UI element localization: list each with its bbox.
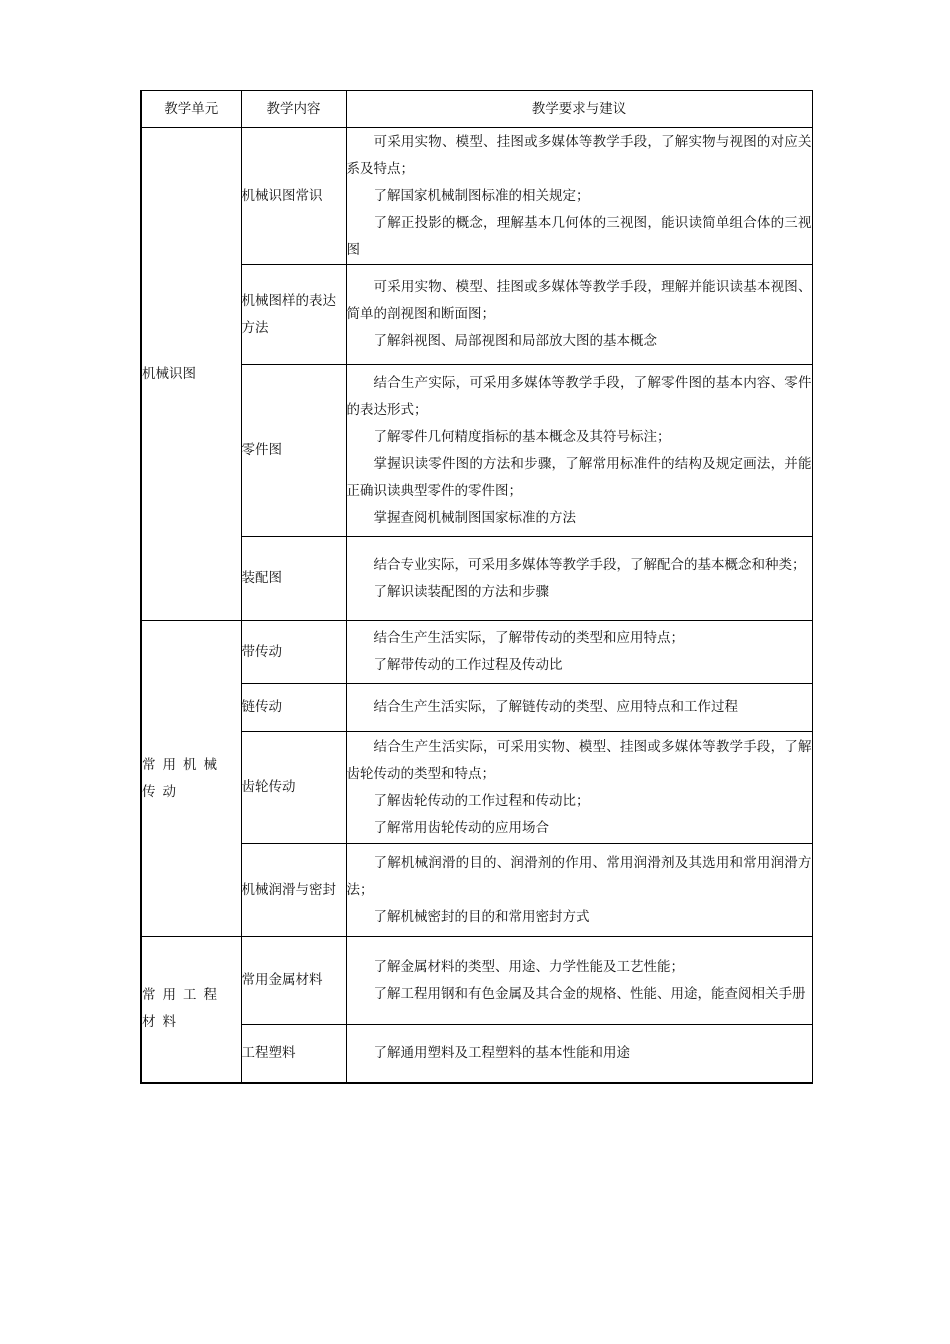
requirements-cell <box>346 937 812 1025</box>
requirement-line: 了解正投影的概念，理解基本几何体的三视图，能识读简单组合体的三视图 <box>346 214 812 258</box>
requirement-line: 了解零件几何精度指标的基本概念及其符号标注； <box>373 428 671 445</box>
requirement-line: 可采用实物、模型、挂图或多媒体等教学手段，了解实物与视图的对应关系及特点； <box>346 133 812 177</box>
requirement-line: 了解齿轮传动的工作过程和传动比； <box>373 792 590 809</box>
requirement-line: 掌握查阅机械制图国家标准的方法 <box>373 509 576 526</box>
requirements-cell <box>346 265 812 365</box>
table-row <box>141 621 812 684</box>
curriculum-table <box>140 90 813 1084</box>
requirements-cell <box>346 365 812 537</box>
table-row <box>141 128 812 265</box>
requirements-cell <box>346 684 812 732</box>
requirement-line: 了解机械润滑的目的、润滑剂的作用、常用润滑剂及其选用和常用润滑方法； <box>346 854 812 898</box>
table-header-row <box>141 91 812 128</box>
requirement-line: 了解通用塑料及工程塑料的基本性能和用途 <box>373 1044 630 1061</box>
requirement-line: 了解国家机械制图标准的相关规定； <box>373 187 590 204</box>
requirement-line: 了解机械密封的目的和常用密封方式 <box>373 908 590 925</box>
requirements-cell <box>346 128 812 265</box>
requirement-line: 了解工程用钢和有色金属及其合金的规格、性能、用途，能查阅相关手册 <box>373 985 806 1002</box>
requirement-line: 结合生产生活实际，可采用实物、模型、挂图或多媒体等教学手段，了解齿轮传动的类型和特点； <box>346 738 812 782</box>
header-content: 教学内容 <box>241 91 346 128</box>
requirements-cell <box>346 844 812 937</box>
header-requirements: 教学要求与建议 <box>346 91 812 128</box>
requirement-line: 结合专业实际，可采用多媒体等教学手段，了解配合的基本概念和种类； <box>373 556 806 573</box>
table-row <box>141 684 812 732</box>
table-row <box>141 732 812 844</box>
requirement-line: 了解常用齿轮传动的应用场合 <box>373 819 549 836</box>
requirement-line: 了解斜视图、局部视图和局部放大图的基本概念 <box>373 333 657 349</box>
requirement-line: 可采用实物、模型、挂图或多媒体等教学手段，理解并能识读基本视图、简单的剖视图和断面图； <box>346 279 812 322</box>
topic-cell: 常用金属材料 <box>241 937 346 1025</box>
topic-cell: 装配图 <box>241 537 346 621</box>
requirement-line: 了解识读装配图的方法和步骤 <box>373 583 549 600</box>
requirement-line: 掌握识读零件图的方法和步骤，了解常用标准件的结构及规定画法，并能正确识读典型零件的零件图； <box>346 455 812 499</box>
topic-cell: 带传动 <box>241 621 346 684</box>
unit-cell: 机械识图 <box>141 128 241 621</box>
table-row <box>141 537 812 621</box>
requirements-cell <box>346 1025 812 1083</box>
topic-cell: 零件图 <box>241 365 346 537</box>
requirements-cell <box>346 621 812 684</box>
requirement-line: 结合生产生活实际，了解链传动的类型、应用特点和工作过程 <box>373 699 738 715</box>
topic-cell: 机械图样的表达方法 <box>241 265 346 365</box>
topic-cell: 机械润滑与密封 <box>241 844 346 937</box>
topic-cell: 工程塑料 <box>241 1025 346 1083</box>
table-row <box>141 1025 812 1083</box>
topic-cell: 机械识图常识 <box>241 128 346 265</box>
table-row <box>141 365 812 537</box>
requirements-cell <box>346 732 812 844</box>
unit-cell: 常用工程材料 <box>141 937 241 1083</box>
topic-cell: 链传动 <box>241 684 346 732</box>
requirement-line: 了解带传动的工作过程及传动比 <box>373 657 563 673</box>
table-row <box>141 265 812 365</box>
unit-cell: 常用机械传动 <box>141 621 241 937</box>
requirement-line: 结合生产生活实际，了解带传动的类型和应用特点； <box>373 630 684 646</box>
topic-cell: 齿轮传动 <box>241 732 346 844</box>
requirement-line: 结合生产实际，可采用多媒体等教学手段，了解零件图的基本内容、零件的表达形式； <box>346 374 812 418</box>
requirement-line: 了解金属材料的类型、用途、力学性能及工艺性能； <box>373 958 684 975</box>
table-row <box>141 937 812 1025</box>
header-unit: 教学单元 <box>141 91 241 128</box>
requirements-cell <box>346 537 812 621</box>
table-row <box>141 844 812 937</box>
